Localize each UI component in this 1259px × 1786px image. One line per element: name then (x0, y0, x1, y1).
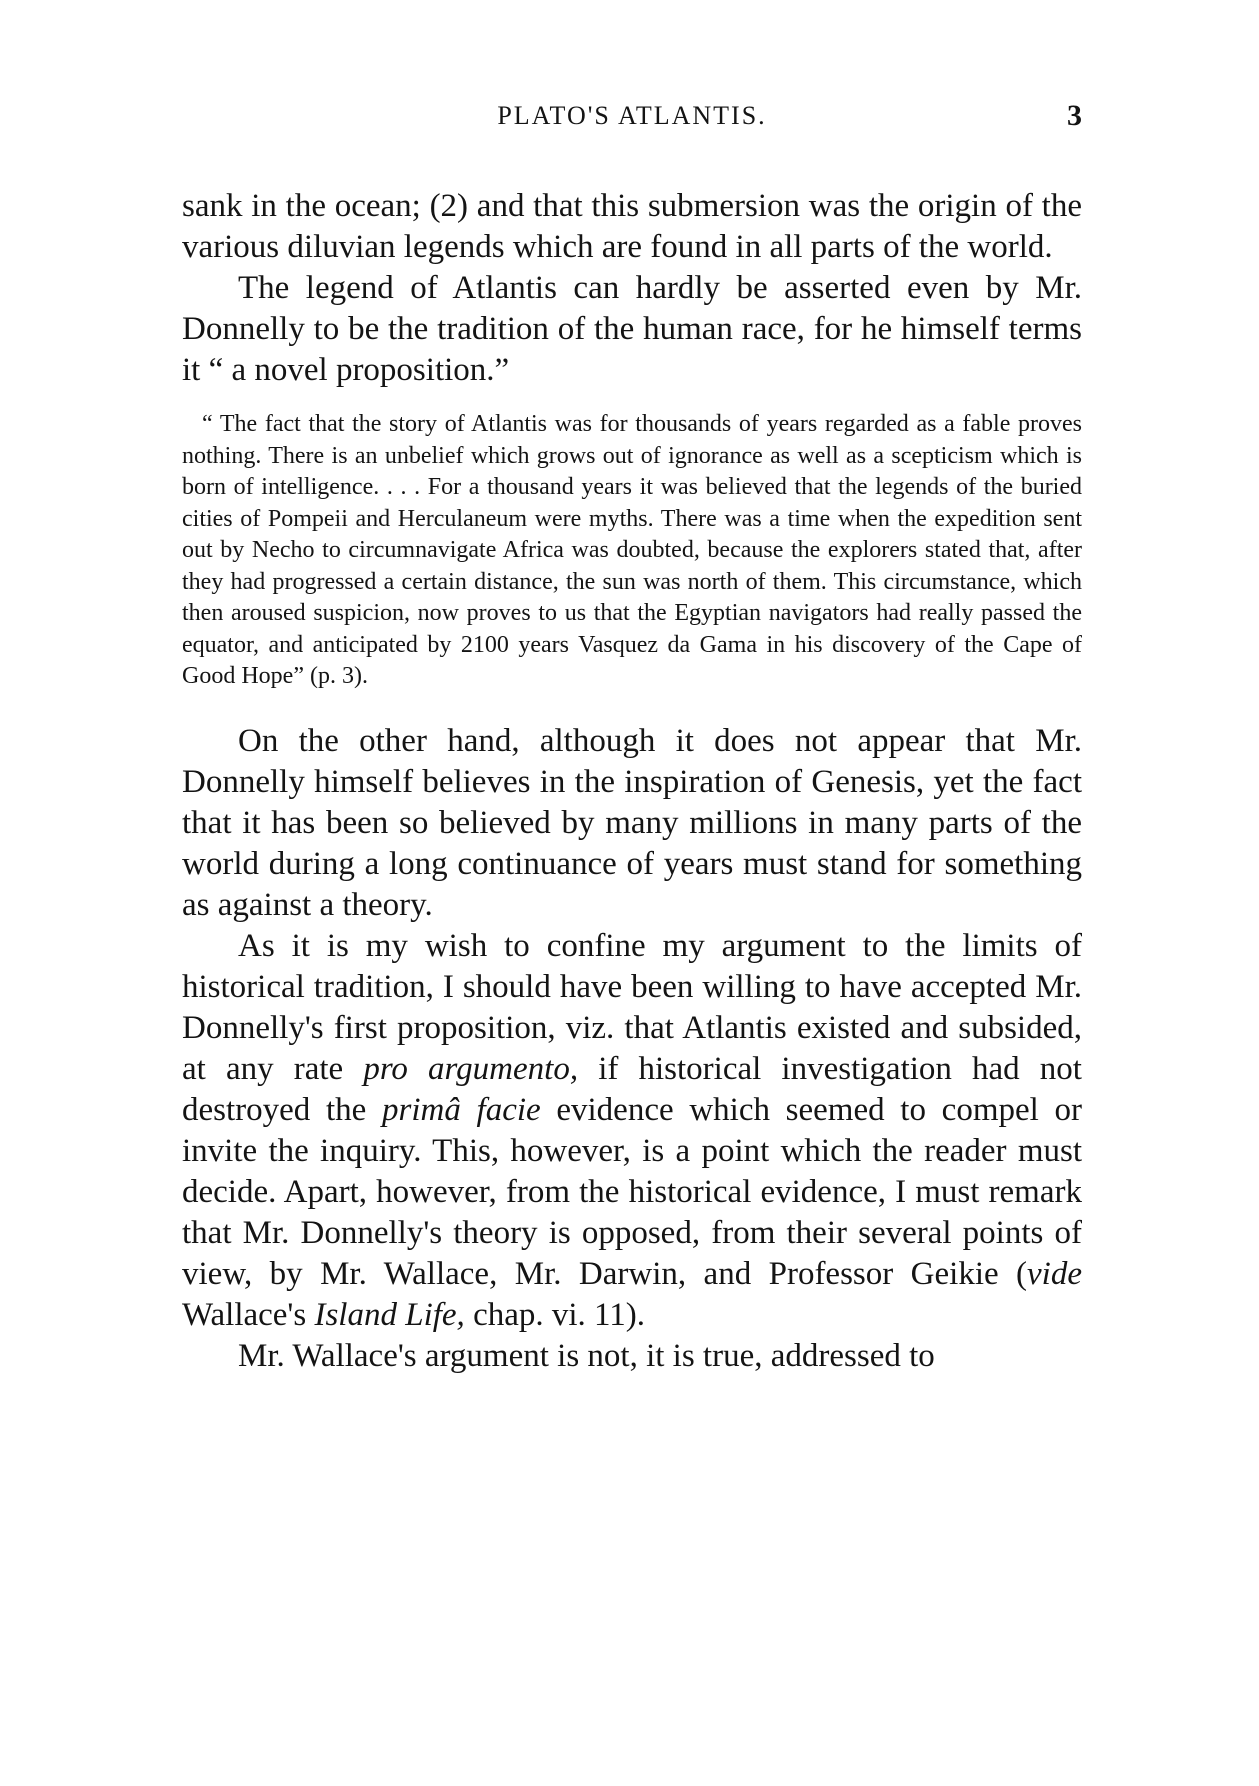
page-number: 3 (1067, 99, 1082, 132)
paragraph-4-text-4: Wallace's (182, 1296, 315, 1333)
paragraph-4-text-1: As it is my wish to confine my argument to the limits of historical tradition, I should have been willing to have accepted Mr. Donnelly's first proposition, viz. that Atlantis existed and subsided, at any rate (182, 927, 1082, 1087)
paragraph-4-text-5: chap. vi. 11). (464, 1296, 646, 1333)
page-body (182, 186, 1082, 1377)
paragraph-4-italic-1: pro argumento, (363, 1050, 579, 1087)
page-header (182, 96, 1082, 136)
paragraph-4-text-2: if historical investigation had not destroyed the (182, 1050, 1082, 1128)
block-quote: “ The fact that the story of Atlantis was for thousands of years regarded as a fable proves nothing. There is an unbelief which grows out of ignorance as well as a scepticism which is born of intelligence. . . . For a thousand years it was believed that the legends of the buried cities of Pompeii and Herculaneum were myths. There was a time when the expedition sent out by Necho to circumnavigate Africa was doubted, because the explorers stated that, after they had progressed a certain distance, the sun was north of them. This circumstance, which then aroused suspicion, now proves to us that the Egyptian navigators had really passed the equator, and anticipated by 2100 years Vasquez da Gama in his discovery of the Cape of Good Hope” (p. 3). (182, 411, 1082, 689)
paragraph-4-italic-2: primâ facie (382, 1091, 541, 1128)
paragraph-5: Mr. Wallace's argument is not, it is true, addressed to (238, 1337, 935, 1374)
paragraph-4-italic-4: Island Life, (314, 1296, 465, 1333)
paragraph-2: The legend of Atlantis can hardly be asserted even by Mr. Donnelly to be the tradition of the human race, for he himself terms it “ a novel proposition.” (182, 270, 1082, 388)
paragraph-3: On the other hand, although it does not appear that Mr. Donnelly himself believes in the inspiration of Genesis, yet the fact that it has been so believed by many millions in many parts of the world during a long continuance of years must stand for something as against a theory. (182, 722, 1082, 923)
paragraph-4-italic-3: vide (1027, 1255, 1082, 1292)
paragraph-4 (182, 926, 1082, 1336)
paragraph-1: sank in the ocean; (2) and that this submersion was the origin of the various diluvian legends which are found in all parts of the world. (182, 188, 1082, 265)
paragraph-4-text-3: evidence which seemed to compel or invite the inquiry. This, however, is a point which the reader must decide. Apart, however, from the historical evidence, I must remark that Mr. Donnelly's theory is opposed, from their several points of view, by Mr. Wallace, Mr. Darwin, and Professor Geikie ( (182, 1091, 1082, 1292)
running-title: PLATO'S ATLANTIS. (497, 101, 767, 130)
